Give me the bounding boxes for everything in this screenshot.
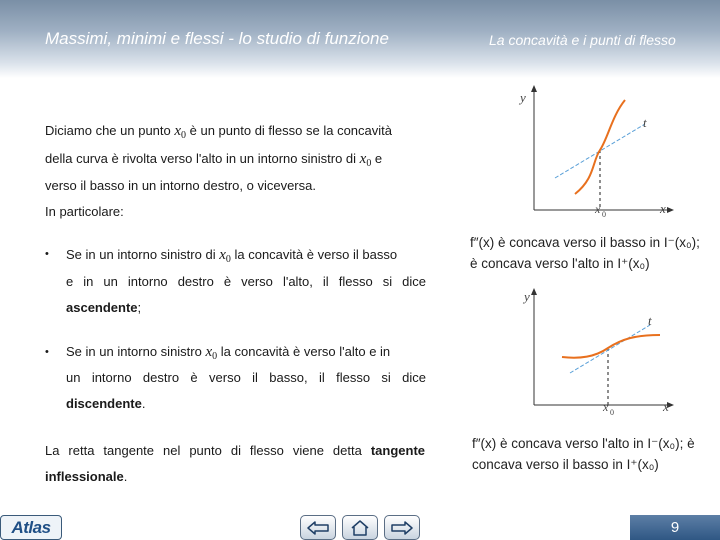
graph1-caption-line2: è concava verso l'alto in I⁺(x₀): [470, 256, 650, 271]
page-title: Massimi, minimi e flessi - lo studio di funzione: [45, 29, 389, 48]
graph1-caption-line1: f″(x) è concava verso il basso in I⁻(x₀);: [470, 235, 700, 250]
atlas-logo[interactable]: [0, 515, 62, 540]
y-axis-label: y: [524, 289, 530, 304]
header-bar: [0, 0, 720, 78]
tangent-line: [570, 325, 650, 373]
bullet1-line2: e in un intorno destro è verso l'alto, il flesso si dice: [66, 274, 426, 289]
function-curve: [575, 100, 625, 194]
bullet-marker: •: [45, 248, 49, 260]
x0-label-sub: 0: [602, 210, 606, 219]
x0-label-sub: 0: [610, 408, 614, 417]
term-ascendente: ascendente: [66, 300, 138, 315]
y-axis-arrow: [531, 85, 537, 92]
inflection-graph-ascending: [500, 82, 680, 222]
x0-label: x: [603, 400, 609, 414]
arrow-right-icon: [391, 521, 413, 535]
arrow-left-icon: [307, 521, 329, 535]
paragraph-definition-line2: della curva è rivolta verso l'alto in un intorno sinistro di $x_0$ e: [45, 151, 383, 169]
page-number-badge: 9: [630, 515, 720, 540]
paragraph-definition-line1: Diciamo che un punto $x_0$ è un punto di flesso se la concavità: [45, 123, 392, 141]
paragraph-in-particolare: In particolare:: [45, 204, 124, 219]
x-axis-label: x: [660, 201, 666, 216]
paragraph-tangente-line2: inflessionale.: [45, 469, 128, 484]
previous-button[interactable]: [300, 515, 336, 540]
bullet-marker: •: [45, 346, 49, 358]
home-button[interactable]: [342, 515, 378, 540]
next-button[interactable]: [384, 515, 420, 540]
inflection-graph-descending: [500, 285, 680, 420]
bullet2-line3: discendente.: [66, 396, 146, 411]
x-axis-label: x: [663, 399, 669, 414]
bullet1-line3: ascendente;: [66, 300, 142, 315]
tangent-label: t: [643, 115, 647, 130]
term-discendente: discendente: [66, 396, 142, 411]
function-curve: [562, 335, 660, 358]
tangent-label: t: [648, 313, 652, 328]
bullet1-line1: Se in un intorno sinistro di $x_0$ la concavità è verso il basso: [66, 247, 398, 265]
logo-text: Atlas: [11, 517, 51, 537]
bullet2-line1: Se in un intorno sinistro $x_0$ la concavità è verso l'alto e in: [66, 344, 391, 362]
bullet2-line2: un intorno destro è verso il basso, il flesso si dice: [66, 370, 426, 385]
graph2-caption-line1: f″(x) è concava verso l'alto in I⁻(x₀); è: [472, 436, 695, 451]
paragraph-tangente-line1: La retta tangente nel punto di flesso viene detta tangente: [45, 443, 425, 458]
x0-label: x: [595, 202, 601, 216]
section-title: La concavità e i punti di flesso: [489, 32, 676, 48]
home-icon: [350, 520, 370, 536]
graph2-caption-line2: concava verso il basso in I⁺(x₀): [472, 457, 659, 472]
y-axis-label: y: [520, 90, 526, 105]
x-axis-arrow: [667, 207, 674, 213]
y-axis-arrow: [531, 288, 537, 295]
paragraph-definition-line3: verso il basso in un intorno destro, o viceversa.: [45, 178, 316, 193]
